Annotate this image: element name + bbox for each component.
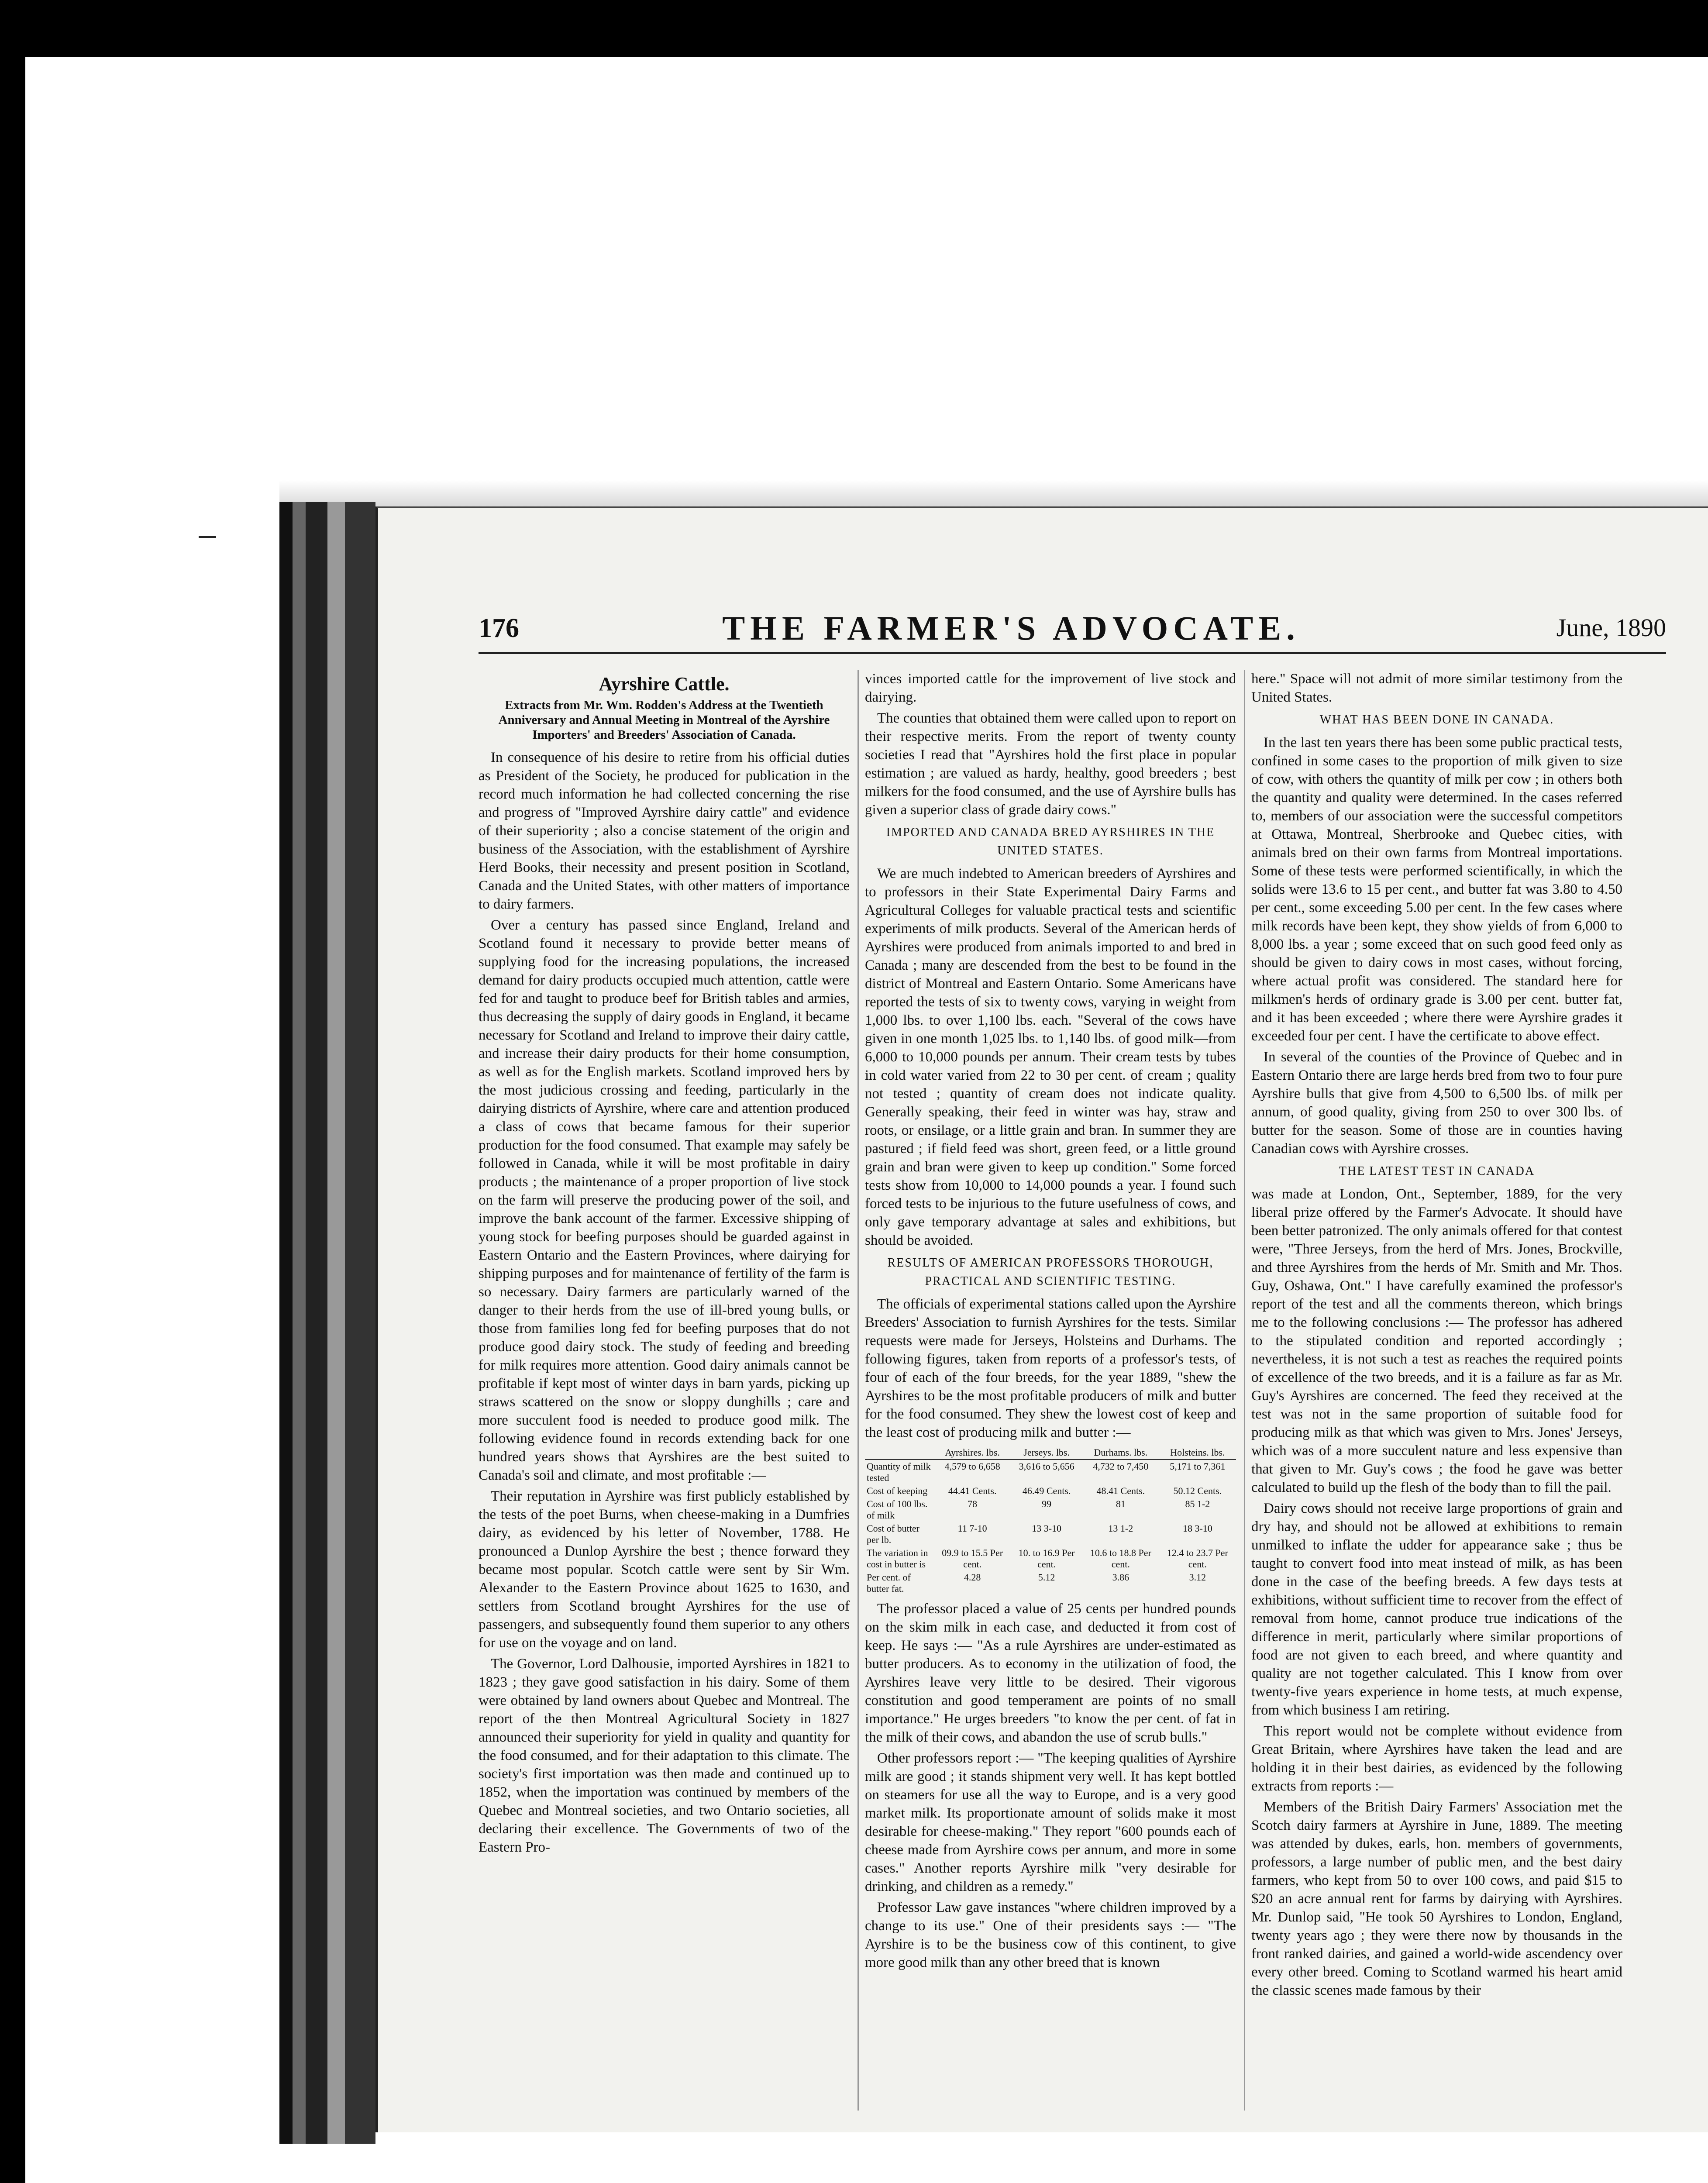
table-cell: 18 3-10 — [1182, 1523, 1212, 1534]
paragraph: Dairy cows should not receive large proportions of grain and dry hay, and should not be allowed at exhibitions to remain unmilked to inflate the udder for appearance sake ; thus be taught to convert food into meat instead of milk, as has been done in the case of the beefing breeds. A few days tests at exhibitions, without sufficient time to recover from the effect of removal from home, cannot produce true indications of the difference in merit, particularly where similar proportions of food are not given to each breed, and where quantity and quality are not together calculated. This I know from over twenty-five years experience in home tests, at much expense, from which business I am retiring. — [1251, 1501, 1622, 1718]
table-cell: 4,732 to 7,450 — [1093, 1461, 1149, 1472]
table-row — [865, 1460, 1236, 1484]
paragraph: Their reputation in Ayrshire was first publicly established by the tests of the poet Burns, when cheese-making in a Dumfries dairy, as evidenced by his letter of November, 1788. He pronounced a Dunlop Ayrshire the best ; thence forward they became most popular. Scotch cattle were sent by Sir Wm. Alexander to the Eastern Province about 1625 to 1630, and settlers from Scotland brought Ayrshires for the use of passengers, and subsequently found them superior to any others for use on the voyage and on land. — [479, 1488, 850, 1651]
paragraph: We are much indebted to American breeders of Ayrshires and to professors in their State Experimental Dairy Farms and Agricultural Colleges for valuable practical tests and scientific experiments of milk products. Several of the American herds of Ayrshires were produced from animals imported to and bred in Canada ; many are descended from the best to be found in the district of Montreal and Eastern Ontario. Some Americans have reported the tests of six to twenty cows, varying in weight from 1,000 lbs. to over 1,100 lbs. each. "Several of the cows have given in one month 1,025 lbs. to 1,140 lbs. of good milk—from 6,000 to 10,000 pounds per annum. Their cream tests by tubes in cold water varied from 22 to 30 per cent. of cream ; quality not tested ; quantity of cream does not indicate quality. Generally speaking, their feed in winter was hay, straw and roots, or ensilage, or a little grain and bran. In summer they are pastured ; if field feed was short, green feed, or a little ground grain and bran were given to keep up condition." Some forced tests show from 10,000 to 14,000 pounds a year. I found such forced tests to be injurious to the future usefulness of cows, and only gave temporary advantage at sales and exhibitions, but should be avoided. — [865, 866, 1236, 1248]
table-header: Holsteins. lbs. — [1159, 1446, 1236, 1460]
paragraph: vinces imported cattle for the improvement of live stock and dairying. — [865, 671, 1236, 705]
paragraph: The Governor, Lord Dalhousie, imported Ayrshires in 1821 to 1823 ; they gave good satisfaction in his dairy. Some of them were obtained by land owners about Quebec and Montreal. The report of the then Montreal Agricultural Society in 1827 announced their superiority for yield in quality and quantity for the food consumed, and for their adaptation to this climate. The society's first importation was then made and continued up to 1852, when the importation was continued by members of the Quebec and Montreal societies, and two Ontario societies, all declaring their excellence. The Governments of two of the Eastern Pro- — [479, 1656, 850, 1855]
table-cell: 81 — [1116, 1498, 1126, 1509]
table-header: Ayrshires. lbs. — [934, 1446, 1011, 1460]
paragraph: The professor placed a value of 25 cents per hundred pounds on the skim milk in each case, and deducted it from cost of keep. He says :— "As a rule Ayrshires are under-estimated as butter producers. As to economy in the utilization of food, the Ayrshires leave very little to be desired. Their vigorous constitution and good temperament are points of no small importance." He urges breeders "to know the per cent. of fat in the milk of their cows, and abandon the use of scrub bulls." — [865, 1601, 1236, 1745]
table-row — [865, 1498, 1236, 1522]
section-heading: RESULTS OF AMERICAN PROFESSORS THOROUGH, PRACTICAL AND SCIENTIFIC TESTING. — [887, 1256, 1214, 1288]
table-header: Jerseys. lbs. — [1011, 1446, 1082, 1460]
table-header-row — [865, 1446, 1236, 1460]
table-row — [865, 1546, 1236, 1571]
table-cell: 10. to 16.9 Per cent. — [1018, 1547, 1075, 1570]
section-heading: WHAT HAS BEEN DONE IN CANADA. — [1319, 713, 1554, 727]
column-divider — [1244, 670, 1245, 2111]
table-header — [865, 1446, 934, 1460]
table-cell: 85 1-2 — [1185, 1498, 1210, 1509]
issue-date: June, 1890 — [1556, 613, 1666, 642]
table-cell: 3,616 to 5,656 — [1019, 1461, 1074, 1472]
paragraph: Professor Law gave instances "where children improved by a change to its use." One of their presidents says :— "The Ayrshire is to be the business cow of this continent, to give more good milk than any other breed that is known — [865, 1900, 1236, 1970]
paragraph: This report would not be complete without evidence from Great Britain, where Ayrshires have taken the lead and are holding it in their best dairies, as evidenced by the following extracts from reports :— — [1251, 1723, 1622, 1794]
section-heading: THE LATEST TEST IN CANADA — [1339, 1164, 1535, 1178]
table-cell: 46.49 Cents. — [1022, 1485, 1071, 1496]
table-cell: Per cent. of butter fat. — [867, 1572, 911, 1594]
article-title: Ayrshire Cattle. — [599, 673, 730, 695]
paragraph: In consequence of his desire to retire from his official duties as President of the Society, he produced for publication in the record much information he had collected concerning the rise and progress of "Improved Ayrshire dairy cattle" and evidence of their superiority ; also a concise statement of the origin and business of the Association, with the establishment of Ayrshire Herd Books, their necessity and present position in Scotland, Canada and the United States, with other matters of importance to dairy farmers. — [479, 750, 850, 912]
paragraph: Other professors report :— "The keeping qualities of Ayrshire milk are good ; it stands shipment very well. It has kept bottled on steamers for use all the way to Europe, and is a very good market milk. Its proportionate amount of solids make it most desirable for cheese-making." They report "600 pounds each of cheese made from Ayrshire cows per annum, and more in some cases." Another reports Ayrshire milk "very desirable for drinking, and children as a remedy." — [865, 1750, 1236, 1894]
book-binding — [279, 502, 375, 2144]
paragraph: Members of the British Dairy Farmers' Association met the Scotch dairy farmers at Ayrshire in June, 1889. The meeting was attended by dukes, earls, hon. members of governments, professors, a large number of public men, and the best dairy farmers, who kept from 50 to over 100 cows, and paid $15 to $20 an acre annual rent for farms by dairying with Ayrshires. Mr. Dunlop said, "He took 50 Ayrshires to London, England, twenty years ago ; they were there now by thousands in the front ranked dairies, and gained a world-wide ascendency over every other breed. Coming to Scotland warmed his heart amid the classic scenes made famous by their — [1251, 1799, 1622, 1998]
paragraph: was made at London, Ont., September, 1889, for the very liberal prize offered by the Farmer's Advocate. It should have been better patronized. The only animals offered for that contest were, "Three Jerseys, from the herd of Mrs. Jones, Brockville, and three Ayrshires from the herds of Mr. Smith and Mr. Thos. Guy, Oshawa, Ont." I have carefully examined the professor's report of the test and all the comments thereon, which brings me to the following conclusions :— The professor has adhered to the stipulated condition and reported accordingly ; nevertheless, it is not such a test as reaches the required points of excellence of the two breeds, and it is a failure as far as Mr. Guy's Ayrshires are concerned. The feed they received at the test was not in the same proportion of suitable food for producing milk as that which was given to Mrs. Jones' Jerseys, which was of a more succulent nature and less expensive than that given to Mr. Guy's cows ; the food he gave was better calculated to build up the flesh of the body than to fill the pail. — [1251, 1186, 1622, 1495]
paragraph: here." Space will not admit of more similar testimony from the United States. — [1251, 671, 1622, 705]
header-rule — [479, 652, 1666, 654]
paragraph: The counties that obtained them were called upon to report on their respective merits. From the report of twenty county societies I read that "Ayrshires hold the first place in popular estimation ; are valued as hardy, healthy, good breeders ; best milkers for the food consumed, and the use of Ayrshire bulls has given a superior class of grade dairy cows." — [865, 710, 1236, 818]
table-cell: 78 — [968, 1498, 978, 1509]
table-cell: 12.4 to 23.7 Per cent. — [1167, 1547, 1228, 1570]
column-2 — [865, 670, 1236, 1974]
page-number: 176 — [479, 613, 519, 643]
table-row — [865, 1571, 1236, 1595]
paragraph: The officials of experimental stations called upon the Ayrshire Breeders' Association to furnish Ayrshires for the tests. Similar requests were made for Jerseys, Holsteins and Durhams. The following figures, taken from reports of a professor's tests, of four of each of the four breeds, for the year 1889, "shew the Ayrshires to be the most profitable producers of milk and butter for the food consumed. They shew the lowest cost of keep and the least cost of producing milk and butter :— — [865, 1296, 1236, 1440]
table-cell: 99 — [1042, 1498, 1052, 1509]
section-heading: IMPORTED AND CANADA BRED AYRSHIRES IN THE UNITED STATES. — [886, 826, 1215, 857]
table-cell: 48.41 Cents. — [1096, 1485, 1145, 1496]
table-cell: 44.41 Cents. — [948, 1485, 997, 1496]
table-cell: 3.86 — [1112, 1572, 1129, 1583]
paragraph: In the last ten years there has been some public practical tests, confined in some cases to the proportion of milk given to size of cow, with others the quantity of milk per cow ; in others both the quantity and quality were determined. In the cases referred to, members of our association were the successful competitors at Ottawa, Montreal, Sherbrooke and Quebec cities, with animals bred on their own farms from Montreal importations. Some of these tests were performed scientifically, in which the solids were 13.6 to 15 per cent., and butter fat was 3.80 to 4.50 per cent., some exceeding 5.00 per cent. In the few cases where milk records have been kept, they show yields of from 6,000 to 8,000 lbs. a year ; some exceed that on such good feed only as should be given to dairy cows in most cases, without forcing, where actual profit was considered. The standard here for milkmen's herds of ordinary grade is 3.00 per cent. butter fat, and it has been exceeded ; where there were Ayrshire grades it exceeded four per cent. I have the certificate to above effect. — [1251, 735, 1622, 1044]
table-cell: 11 7-10 — [957, 1523, 987, 1534]
table-cell: Cost of 100 lbs. of milk — [867, 1498, 928, 1521]
table-cell: 13 1-2 — [1108, 1523, 1133, 1534]
article-subtitle: Extracts from Mr. Wm. Rodden's Address at the Twentieth Anniversary and Annual Meeting in Montreal of the Ayrshire Importers' and Breeders' Association of Canada. — [498, 698, 830, 742]
column-1 — [479, 670, 850, 1859]
paragraph: Over a century has passed since England, Ireland and Scotland found it necessary to provide better means of supplying food for the increasing populations, the increased demand for dairy products occupied much attention, cattle were fed for and taught to produce beef for British tables and armies, thus decreasing the supply of dairy goods in England, it became necessary for Scotland and Ireland to improve their dairy cattle, and increase their dairy products for their home consumption, as well as for the English markets. Scotland improved hers by the most judicious crossing and feeding, particularly in the dairying districts of Ayrshire, where care and attention produced a class of cows that became famous for their superior production for the food consumed. That example may safely be followed in Canada, while it will be most profitable in dairy products ; the maintenance of a proper proportion of live stock on the farm will preserve the producing power of the soil, and improve the bank account of the farmer. Excessive shipping of young stock for beefing purposes should be guarded against in Eastern Ontario and the Eastern Provinces, where dairying for shipping purposes and for maintenance of fertility of the farm is so necessary. Dairy farmers are particularly warned of the danger to their herds from the use of ill-bred young bulls, or those from families long fed for beefing purposes that do not produce good dairy stock. The study of feeding and breeding for milk requires more attention. Good dairy animals cannot be profitable if kept most of winter days in barn yards, picking up straws scattered on the snow or sloppy dunghills ; care and more succulent food is needed to produce good milk. The following evidence found in records extending back for one hundred years shows that Ayrshires are the best suited to Canada's soil and climate, and most profitable :— — [479, 917, 850, 1483]
table-row — [865, 1484, 1236, 1498]
table-row — [865, 1522, 1236, 1546]
table-cell: 4.28 — [964, 1572, 981, 1583]
table-cell: 50.12 Cents. — [1173, 1485, 1222, 1496]
table-cell: Cost of keeping — [867, 1485, 928, 1496]
table-cell: 13 3-10 — [1032, 1523, 1062, 1534]
table-cell: 10.6 to 18.8 Per cent. — [1090, 1547, 1151, 1570]
masthead: THE FARMER'S ADVOCATE. — [722, 609, 1300, 647]
column-3 — [1251, 670, 1622, 2002]
column-divider — [857, 670, 859, 2111]
table-cell: 5,171 to 7,361 — [1170, 1461, 1226, 1472]
table-cell: 4,579 to 6,658 — [944, 1461, 1000, 1472]
table-cell: 3.12 — [1189, 1572, 1206, 1583]
table-cell: 09.9 to 15.5 Per cent. — [942, 1547, 1003, 1570]
table-cell: Quantity of milk tested — [867, 1461, 931, 1483]
newspaper-page — [375, 506, 1708, 2132]
ink-speck — [199, 536, 216, 538]
page-header — [479, 609, 1666, 648]
table-cell: The variation in cost in butter is — [867, 1547, 928, 1570]
breed-comparison-table — [865, 1446, 1236, 1595]
table-header: Durhams. lbs. — [1082, 1446, 1159, 1460]
table-cell: 5.12 — [1038, 1572, 1055, 1583]
table-cell: Cost of butter per lb. — [867, 1523, 919, 1545]
paragraph: In several of the counties of the Province of Quebec and in Eastern Ontario there are large herds bred from two to four pure Ayrshire bulls that give from 4,500 to 6,500 lbs. of milk per annum, of good quality, giving from 250 to over 300 lbs. of butter for the season. Some of those are in counties having Canadian cows with Ayrshire crosses. — [1251, 1049, 1622, 1157]
